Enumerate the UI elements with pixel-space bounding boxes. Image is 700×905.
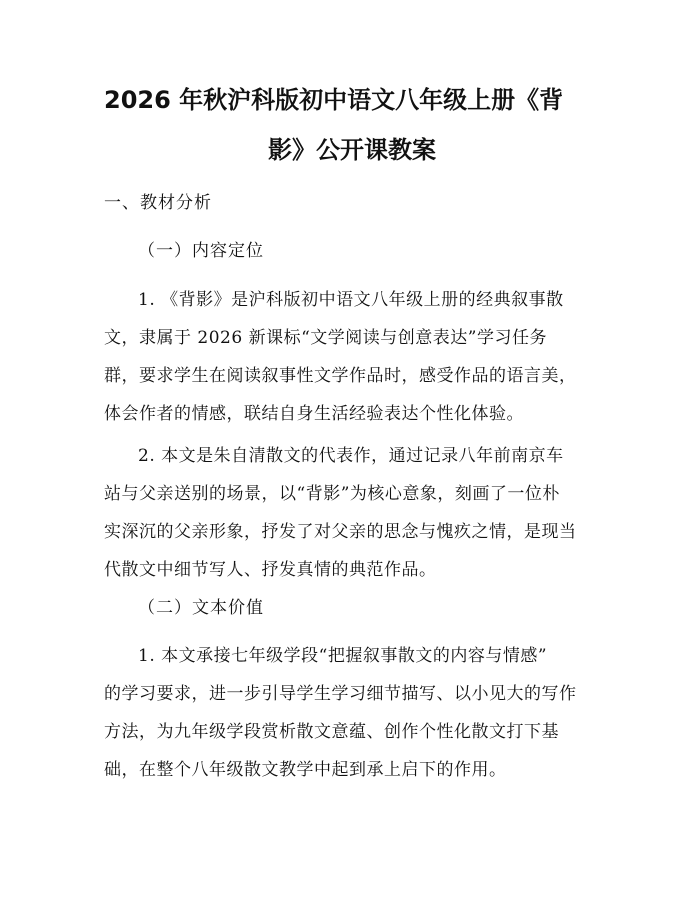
document-title-line-2: 影》公开课教案: [268, 136, 436, 164]
paragraph-1-line: 群，要求学生在阅读叙事性文学作品时，感受作品的语言美，: [104, 366, 577, 386]
subsection-heading-text-value: （二）文本价值: [138, 598, 264, 618]
subsection-heading-content-positioning: （一）内容定位: [138, 241, 264, 261]
paragraph-2: [104, 437, 600, 589]
paragraph-3-line: 的学习要求，进一步引导学生学习细节描写、以小见大的写作: [104, 684, 577, 704]
document-title-line-1: 2026 年秋沪科版初中语文八年级上册《背: [104, 86, 564, 114]
paragraph-1-line: 文，隶属于 2026 新课标“文学阅读与创意表达”学习任务: [104, 328, 547, 348]
paragraph-1-line: 体会作者的情感，联结自身生活经验表达个性化体验。: [104, 404, 524, 424]
paragraph-3-line: 础，在整个八年级散文教学中起到承上启下的作用。: [104, 760, 507, 780]
paragraph-2-line: 代散文中细节写人、抒发真情的典范作品。: [104, 560, 437, 580]
paragraph-1-line: 1. 《背影》是沪科版初中语文八年级上册的经典叙事散: [138, 290, 564, 310]
paragraph-2-line: 站与父亲送别的场景，以“背影”为核心意象，刻画了一位朴: [104, 484, 560, 504]
paragraph-2-line: 实深沉的父亲形象，抒发了对父亲的思念与愧疚之情，是现当: [104, 522, 577, 542]
paragraph-1: [104, 281, 600, 433]
paragraph-3-line: 1. 本文承接七年级学段“把握叙事散文的内容与情感”: [138, 646, 548, 666]
paragraph-2-line: 2. 本文是朱自清散文的代表作，通过记录八年前南京车: [138, 446, 564, 466]
paragraph-3-line: 方法，为九年级学段赏析散文意蕴、创作个性化散文打下基: [104, 722, 559, 742]
section-heading-textbook-analysis: 一、教材分析: [104, 193, 212, 213]
paragraph-3: [104, 637, 600, 789]
